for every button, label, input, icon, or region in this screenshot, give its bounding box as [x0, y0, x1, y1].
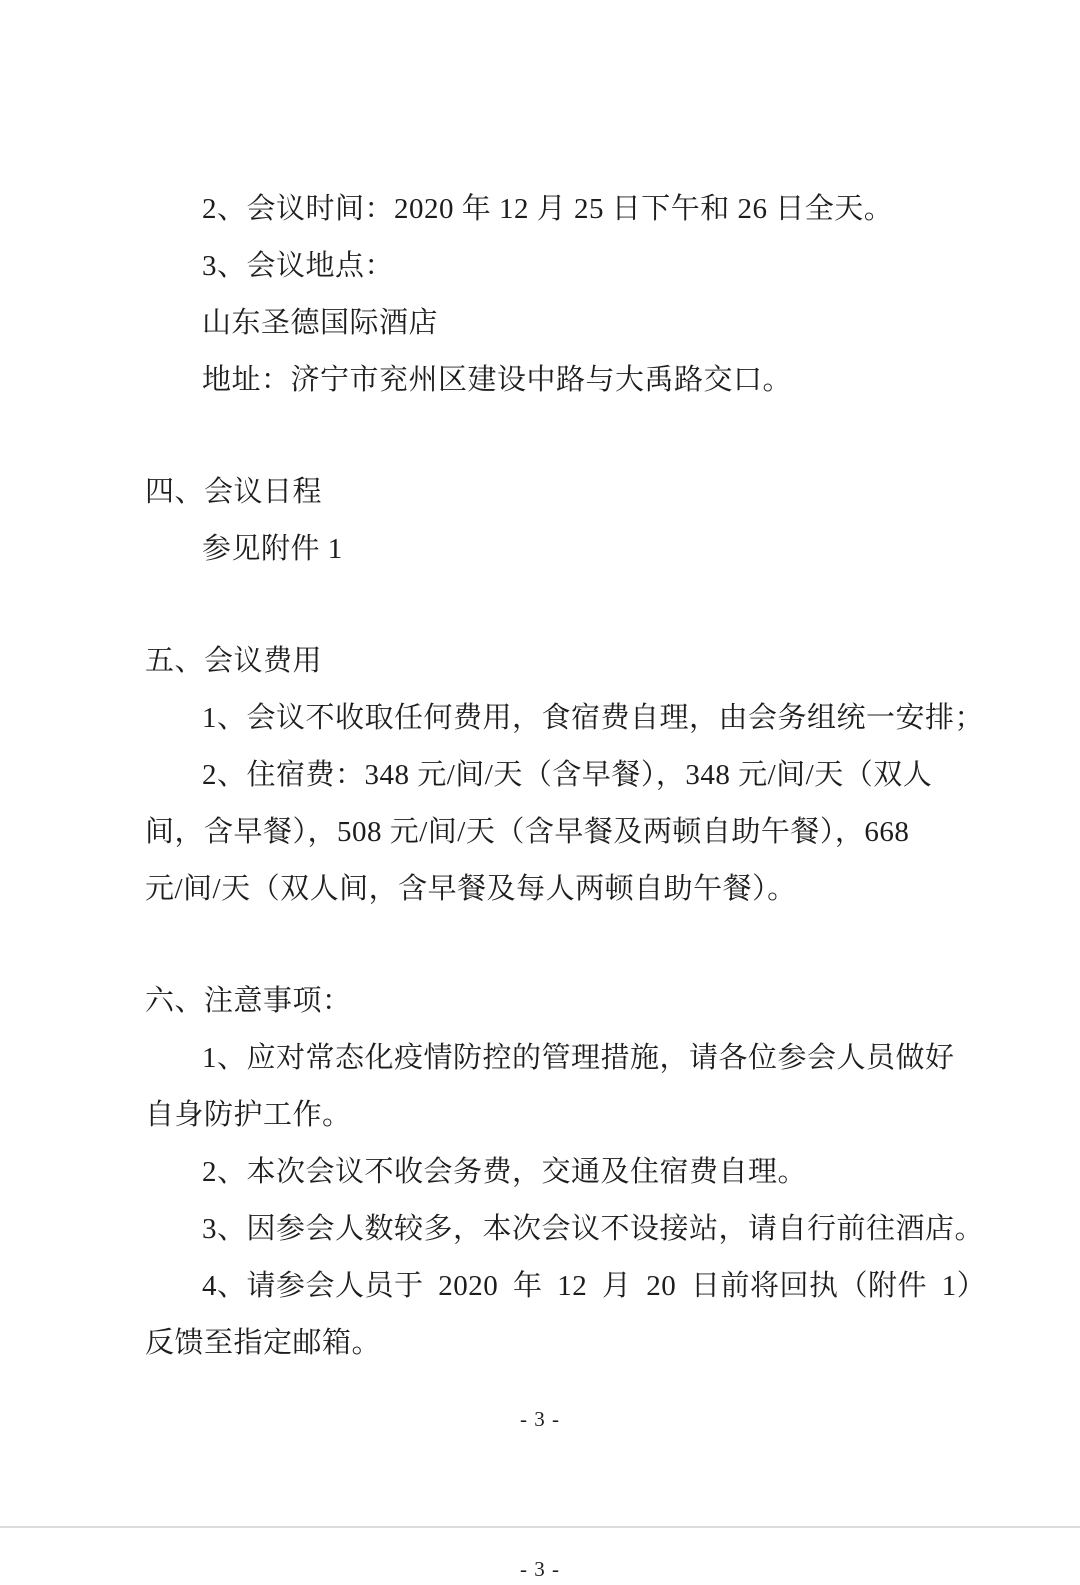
document-line: 2、本次会议不收会务费，交通及住宿费自理。 — [202, 1156, 808, 1188]
document-line: 反馈至指定邮箱。 — [145, 1327, 382, 1359]
page-number-below-divider: - 3 - — [520, 1557, 560, 1581]
document-line: 3、会议地点： — [202, 250, 395, 282]
document-line: 六、注意事项： — [145, 985, 352, 1017]
document-line: 参见附件 1 — [202, 533, 343, 565]
document-line: 1、应对常态化疫情防控的管理措施，请各位参会人员做好 — [202, 1042, 955, 1074]
document-line: 四、会议日程 — [145, 476, 323, 508]
document-line: 2、会议时间：2020 年 12 月 25 日下午和 26 日全天。 — [202, 193, 894, 225]
page-number-footer: - 3 - — [520, 1407, 560, 1431]
document-body — [145, 181, 987, 1372]
page-boundary-divider — [0, 1526, 1080, 1528]
document-line: 自身防护工作。 — [145, 1099, 352, 1131]
document-line: 地址：济宁市兖州区建设中路与大禹路交口。 — [202, 364, 793, 396]
document-line: 间，含早餐），508 元/间/天（含早餐及两顿自助午餐），668 — [145, 816, 910, 848]
document-line: 五、会议费用 — [145, 645, 323, 677]
document-line: 山东圣德国际酒店 — [202, 307, 439, 339]
document-line: 1、会议不收取任何费用，食宿费自理，由会务组统一安排； — [202, 702, 985, 734]
document-line: 元/间/天（双人间，含早餐及每人两顿自助午餐）。 — [145, 873, 797, 905]
document-line: 2、住宿费：348 元/间/天（含早餐），348 元/间/天（双人 — [202, 759, 933, 791]
document-line: 4、请参会人员于 2020 年 12 月 20 日前将回执（附件 1） — [202, 1270, 987, 1302]
document-line: 3、因参会人数较多，本次会议不设接站，请自行前往酒店。 — [202, 1213, 985, 1245]
